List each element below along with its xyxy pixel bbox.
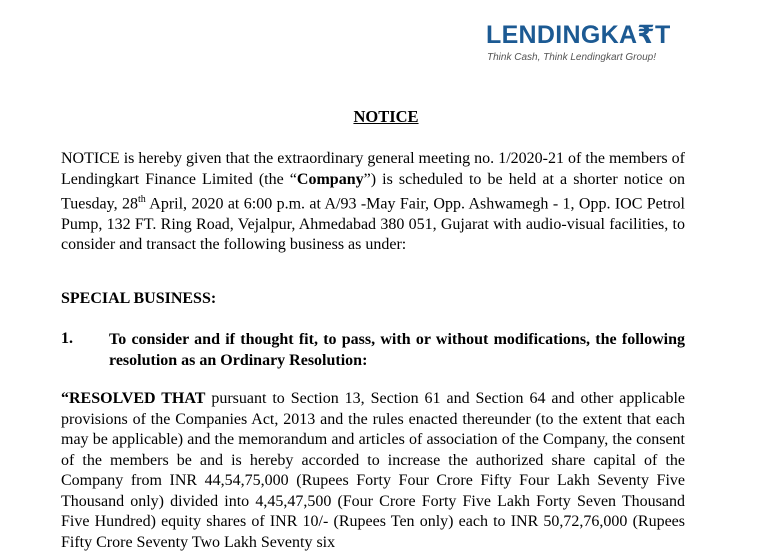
intro-text-date: ”) is scheduled to be held at a shorter notice on Tuesday, 28	[61, 170, 685, 213]
special-business-heading: SPECIAL BUSINESS:	[61, 290, 217, 307]
resolution-text: pursuant to Section 13, Section 61 and Section 64 and other applicable provisions of the Companies Act, 2013 and the rules enacted thereunder (to the extent that each may be applicable) and the memorandum and articles of association of the Company, the consent of the members be and is hereby accorded to increase the authorized share capital of the Company from INR 44,54,75,000 (Rupees Forty Four Crore Fifty Four Lakh Seventy Five Thousand only) divided into 4,45,47,500 (Four Crore Forty Five Lakh Forty Seven Thousand Five Hundred) equity shares of INR 10/- (Rupees Ten only) each to INR 50,72,76,000 (Rupees Fifty Crore Seventy Two Lakh Seventy six	[61, 390, 686, 551]
company-logo	[486, 20, 686, 70]
item-number: 1.	[61, 330, 73, 347]
company-label: Company	[296, 170, 364, 188]
date-superscript: th	[138, 194, 146, 205]
resolution-paragraph	[61, 389, 685, 553]
resolved-label: “RESOLVED THAT	[61, 390, 206, 407]
intro-text-start: NOTICE is hereby given that the extraordinary general meeting no. 1/2020-21 of the members of Lendingkart Finance Limited (the “	[61, 150, 685, 188]
notice-title: NOTICE	[353, 107, 419, 126]
logo-wordmark: LENDINGKA₹T	[486, 21, 671, 49]
intro-paragraph	[61, 149, 685, 256]
intro-text-rest: April, 2020 at 6:00 p.m. at A/93 -May Fair, Opp. Ashwamegh - 1, Opp. IOC Petrol Pump, 132 FT. Ring Road, Vejalpur, Ahmedabad 380 051, Gujarat with audio-visual facilities, to consider and transact the following business as under:	[61, 195, 686, 254]
logo-tagline: Think Cash, Think Lendingkart Group!	[487, 52, 656, 63]
item-text: To consider and if thought fit, to pass, with or without modifications, the following resolution as an Ordinary Resolution:	[109, 331, 685, 369]
